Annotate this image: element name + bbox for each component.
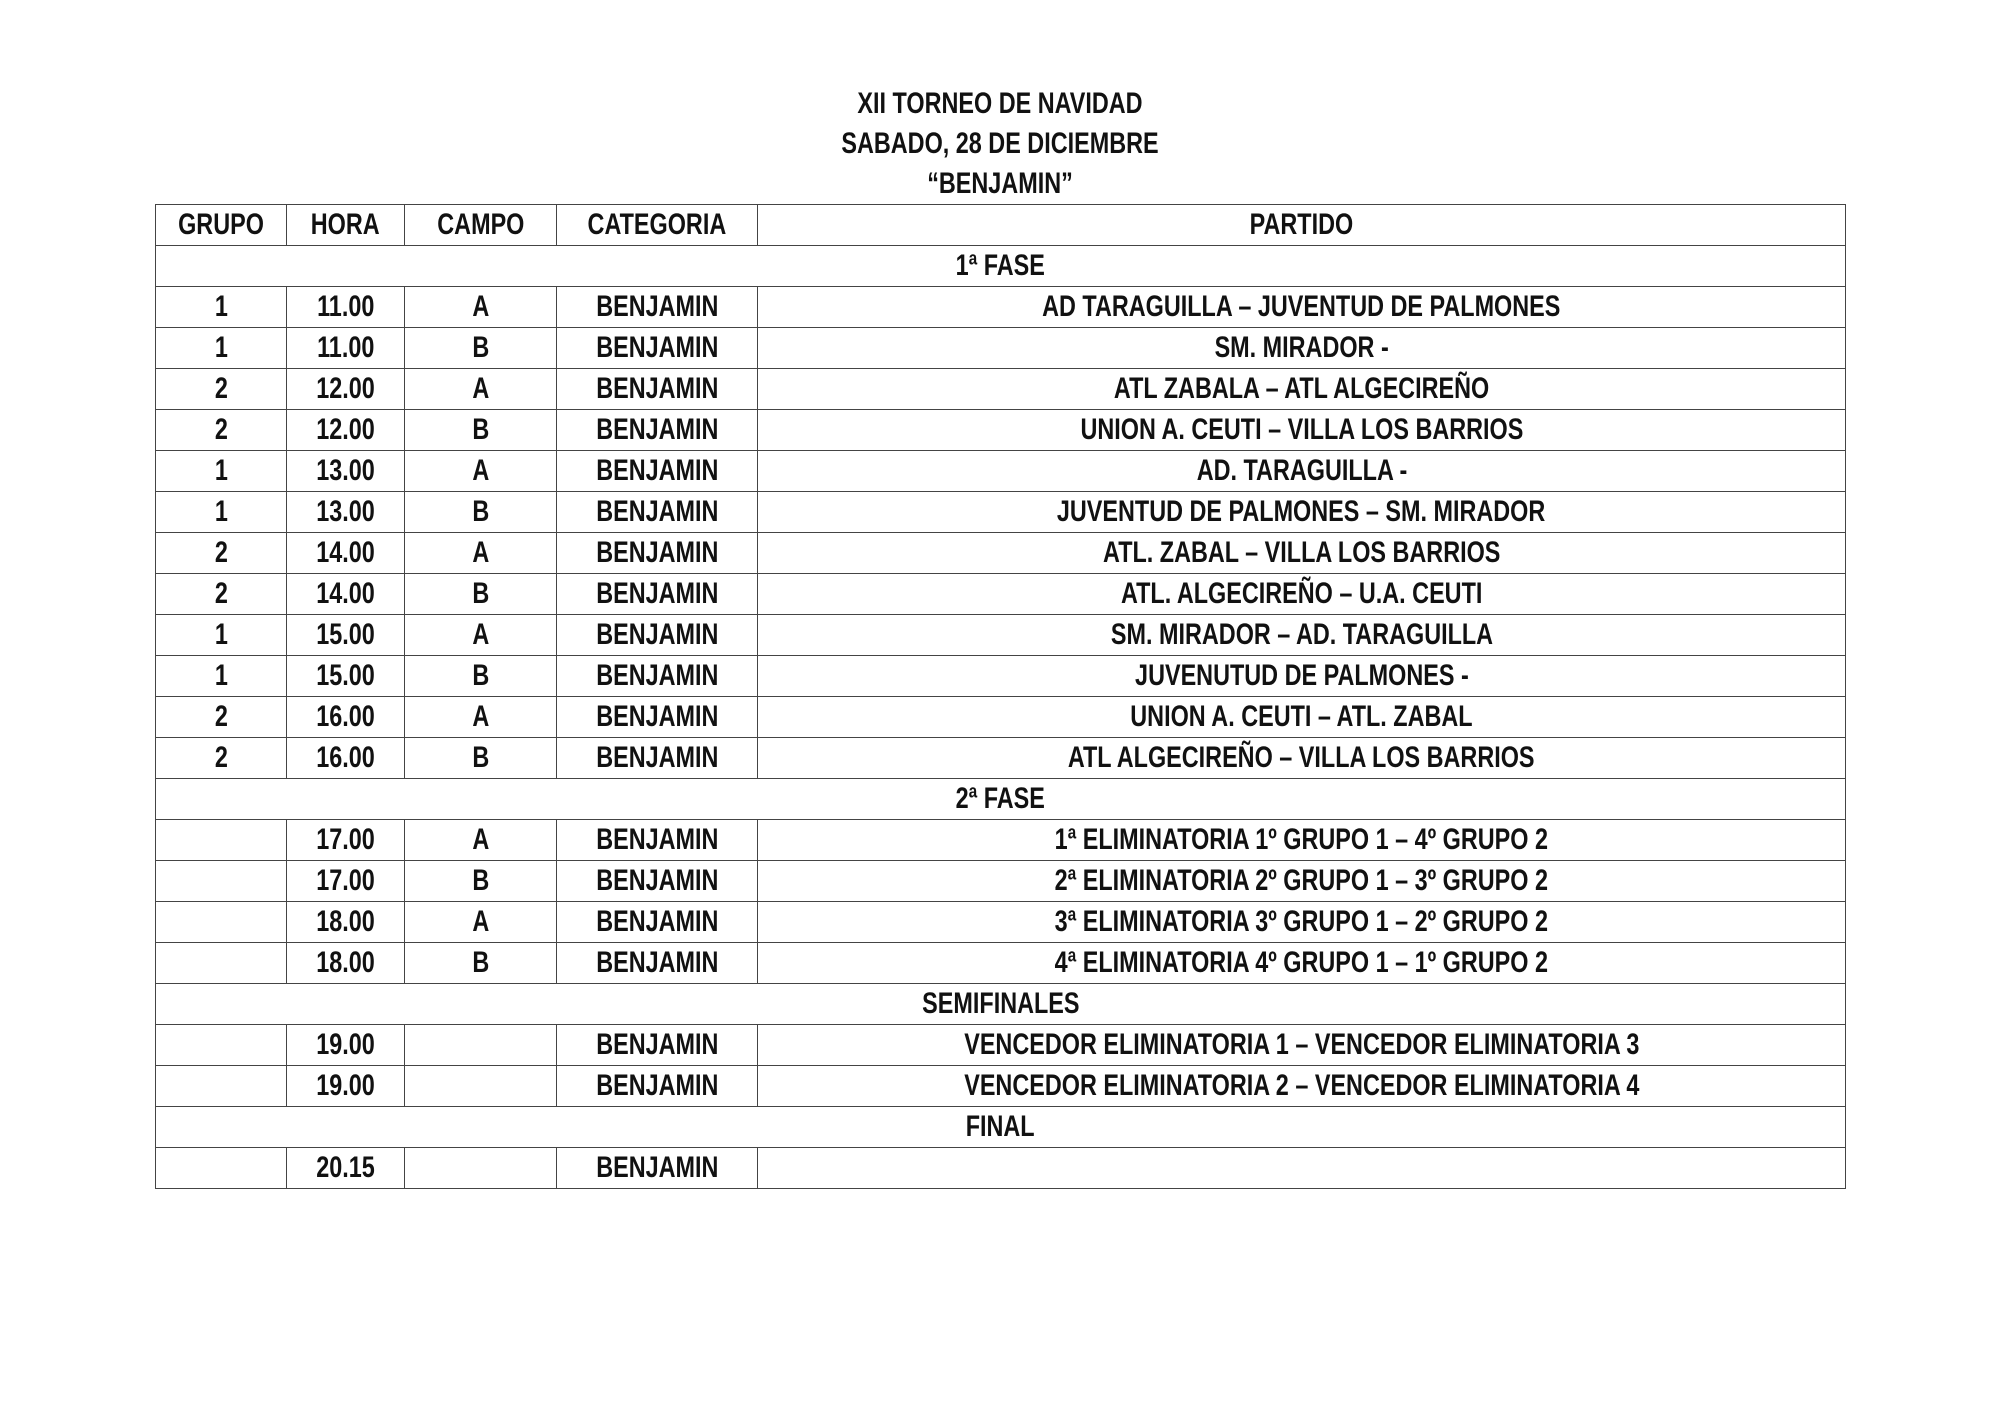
partido-value: UNION A. CEUTI – ATL. ZABAL bbox=[1130, 700, 1473, 733]
partido-value: 1ª ELIMINATORIA 1º GRUPO 1 – 4º GRUPO 2 bbox=[1054, 823, 1549, 856]
campo-value: B bbox=[472, 659, 489, 692]
table-row bbox=[156, 656, 1846, 697]
campo-value: B bbox=[472, 577, 489, 610]
section-header-row bbox=[156, 246, 1846, 287]
categoria-value: BENJAMIN bbox=[595, 741, 719, 774]
cell-partido bbox=[758, 1148, 1846, 1189]
hora-value: 15.00 bbox=[316, 659, 375, 692]
cell-grupo bbox=[156, 369, 287, 410]
hora-value: 17.00 bbox=[316, 864, 375, 897]
table-row bbox=[156, 410, 1846, 451]
cell-partido bbox=[758, 492, 1846, 533]
cell-hora bbox=[287, 615, 405, 656]
table-row bbox=[156, 287, 1846, 328]
cell-categoria bbox=[557, 328, 758, 369]
table-row bbox=[156, 1148, 1846, 1189]
partido-value: JUVENUTUD DE PALMONES - bbox=[1134, 659, 1469, 692]
partido-value: AD. TARAGUILLA - bbox=[1196, 454, 1407, 487]
hora-value: 16.00 bbox=[316, 741, 375, 774]
categoria-value: BENJAMIN bbox=[595, 618, 719, 651]
cell-hora bbox=[287, 533, 405, 574]
cell-hora bbox=[287, 697, 405, 738]
grupo-value: 1 bbox=[214, 454, 228, 487]
hora-value: 15.00 bbox=[316, 618, 375, 651]
cell-categoria bbox=[557, 902, 758, 943]
categoria-value: BENJAMIN bbox=[595, 577, 719, 610]
grupo-value: 2 bbox=[214, 741, 228, 774]
cell-categoria bbox=[557, 943, 758, 984]
column-header-hora: HORA bbox=[287, 205, 405, 246]
cell-partido bbox=[758, 574, 1846, 615]
tournament-title: XII TORNEO DE NAVIDAD bbox=[857, 87, 1143, 120]
campo-value: A bbox=[472, 823, 489, 856]
partido-value: ATL ZABALA – ATL ALGECIREÑO bbox=[1113, 372, 1490, 405]
hora-value: 14.00 bbox=[316, 536, 375, 569]
cell-categoria bbox=[557, 697, 758, 738]
cell-grupo bbox=[156, 1025, 287, 1066]
grupo-value: 1 bbox=[214, 290, 228, 323]
categoria-value: BENJAMIN bbox=[595, 659, 719, 692]
cell-grupo bbox=[156, 861, 287, 902]
cell-categoria bbox=[557, 820, 758, 861]
cell-campo bbox=[405, 902, 557, 943]
grupo-value: 2 bbox=[214, 700, 228, 733]
categoria-value: BENJAMIN bbox=[595, 536, 719, 569]
cell-campo bbox=[405, 697, 557, 738]
hora-value: 11.00 bbox=[316, 331, 375, 364]
cell-campo bbox=[405, 492, 557, 533]
hora-value: 20.15 bbox=[316, 1151, 375, 1184]
cell-hora bbox=[287, 656, 405, 697]
cell-categoria bbox=[557, 615, 758, 656]
campo-value: B bbox=[472, 864, 489, 897]
categoria-value: BENJAMIN bbox=[595, 454, 719, 487]
categoria-value: BENJAMIN bbox=[595, 946, 719, 979]
categoria-value: BENJAMIN bbox=[595, 700, 719, 733]
cell-grupo bbox=[156, 656, 287, 697]
cell-hora bbox=[287, 1148, 405, 1189]
cell-hora bbox=[287, 1066, 405, 1107]
table-row bbox=[156, 533, 1846, 574]
cell-partido bbox=[758, 451, 1846, 492]
cell-grupo bbox=[156, 820, 287, 861]
cell-grupo bbox=[156, 902, 287, 943]
section-label-cell bbox=[156, 246, 1846, 287]
cell-campo bbox=[405, 943, 557, 984]
cell-hora bbox=[287, 902, 405, 943]
cell-hora bbox=[287, 738, 405, 779]
cell-grupo bbox=[156, 738, 287, 779]
grupo-value: 1 bbox=[214, 495, 228, 528]
cell-categoria bbox=[557, 410, 758, 451]
cell-partido bbox=[758, 328, 1846, 369]
hora-value: 14.00 bbox=[316, 577, 375, 610]
section-label: 1ª FASE bbox=[955, 249, 1046, 282]
cell-grupo bbox=[156, 574, 287, 615]
cell-hora bbox=[287, 943, 405, 984]
cell-partido bbox=[758, 656, 1846, 697]
table-row bbox=[156, 820, 1846, 861]
schedule-table bbox=[155, 204, 1846, 1189]
cell-categoria bbox=[557, 1025, 758, 1066]
cell-categoria bbox=[557, 656, 758, 697]
section-label-cell bbox=[156, 1107, 1846, 1148]
categoria-value: BENJAMIN bbox=[595, 495, 719, 528]
cell-categoria bbox=[557, 1148, 758, 1189]
section-label: FINAL bbox=[966, 1110, 1035, 1143]
cell-campo bbox=[405, 574, 557, 615]
grupo-value: 2 bbox=[214, 372, 228, 405]
table-row bbox=[156, 902, 1846, 943]
campo-value: B bbox=[472, 495, 489, 528]
grupo-value: 2 bbox=[214, 536, 228, 569]
cell-campo bbox=[405, 287, 557, 328]
cell-partido bbox=[758, 287, 1846, 328]
column-header-grupo: GRUPO bbox=[156, 205, 287, 246]
section-header-row bbox=[156, 779, 1846, 820]
grupo-value: 1 bbox=[214, 659, 228, 692]
column-header-campo: CAMPO bbox=[405, 205, 557, 246]
cell-grupo bbox=[156, 943, 287, 984]
cell-grupo bbox=[156, 1066, 287, 1107]
grupo-value: 2 bbox=[214, 577, 228, 610]
cell-categoria bbox=[557, 861, 758, 902]
categoria-value: BENJAMIN bbox=[595, 331, 719, 364]
cell-categoria bbox=[557, 287, 758, 328]
grupo-value: 1 bbox=[214, 618, 228, 651]
cell-campo bbox=[405, 451, 557, 492]
cell-campo bbox=[405, 1148, 557, 1189]
tournament-date: SABADO, 28 DE DICIEMBRE bbox=[841, 127, 1159, 160]
column-header-categoria: CATEGORIA bbox=[557, 205, 758, 246]
campo-value: A bbox=[472, 372, 489, 405]
document-header bbox=[0, 84, 2000, 204]
cell-partido bbox=[758, 1066, 1846, 1107]
hora-value: 19.00 bbox=[316, 1028, 375, 1061]
cell-campo bbox=[405, 1066, 557, 1107]
categoria-value: BENJAMIN bbox=[595, 823, 719, 856]
partido-value: 3ª ELIMINATORIA 3º GRUPO 1 – 2º GRUPO 2 bbox=[1054, 905, 1549, 938]
partido-value: SM. MIRADOR - bbox=[1214, 331, 1389, 364]
schedule-body bbox=[156, 246, 1846, 1189]
hora-value: 17.00 bbox=[316, 823, 375, 856]
cell-hora bbox=[287, 1025, 405, 1066]
cell-hora bbox=[287, 369, 405, 410]
cell-campo bbox=[405, 369, 557, 410]
categoria-value: BENJAMIN bbox=[595, 372, 719, 405]
cell-partido bbox=[758, 533, 1846, 574]
campo-value: A bbox=[472, 905, 489, 938]
campo-value: A bbox=[472, 454, 489, 487]
grupo-value: 2 bbox=[214, 413, 228, 446]
cell-hora bbox=[287, 820, 405, 861]
cell-campo bbox=[405, 861, 557, 902]
categoria-value: BENJAMIN bbox=[595, 1028, 719, 1061]
cell-grupo bbox=[156, 533, 287, 574]
campo-value: B bbox=[472, 946, 489, 979]
cell-hora bbox=[287, 574, 405, 615]
cell-partido bbox=[758, 410, 1846, 451]
cell-categoria bbox=[557, 451, 758, 492]
partido-value: 4ª ELIMINATORIA 4º GRUPO 1 – 1º GRUPO 2 bbox=[1054, 946, 1549, 979]
section-label-cell bbox=[156, 779, 1846, 820]
cell-partido bbox=[758, 697, 1846, 738]
cell-campo bbox=[405, 820, 557, 861]
cell-campo bbox=[405, 410, 557, 451]
section-label: 2ª FASE bbox=[955, 782, 1046, 815]
table-row bbox=[156, 615, 1846, 656]
hora-value: 16.00 bbox=[316, 700, 375, 733]
cell-campo bbox=[405, 533, 557, 574]
hora-value: 18.00 bbox=[316, 946, 375, 979]
grupo-value: 1 bbox=[214, 331, 228, 364]
section-label-cell bbox=[156, 984, 1846, 1025]
campo-value: B bbox=[472, 741, 489, 774]
hora-value: 19.00 bbox=[316, 1069, 375, 1102]
categoria-value: BENJAMIN bbox=[595, 905, 719, 938]
table-row bbox=[156, 369, 1846, 410]
hora-value: 11.00 bbox=[316, 290, 375, 323]
cell-campo bbox=[405, 615, 557, 656]
column-header-partido: PARTIDO bbox=[758, 205, 1846, 246]
cell-partido bbox=[758, 369, 1846, 410]
cell-hora bbox=[287, 328, 405, 369]
categoria-value: BENJAMIN bbox=[595, 413, 719, 446]
partido-value: AD TARAGUILLA – JUVENTUD DE PALMONES bbox=[1042, 290, 1561, 323]
categoria-value: BENJAMIN bbox=[595, 290, 719, 323]
table-row bbox=[156, 738, 1846, 779]
cell-partido bbox=[758, 861, 1846, 902]
cell-categoria bbox=[557, 369, 758, 410]
campo-value: A bbox=[472, 290, 489, 323]
section-header-row bbox=[156, 984, 1846, 1025]
cell-hora bbox=[287, 410, 405, 451]
cell-categoria bbox=[557, 574, 758, 615]
cell-grupo bbox=[156, 287, 287, 328]
partido-value: ATL. ALGECIREÑO – U.A. CEUTI bbox=[1120, 577, 1483, 610]
table-row bbox=[156, 492, 1846, 533]
cell-categoria bbox=[557, 492, 758, 533]
cell-campo bbox=[405, 1025, 557, 1066]
table-row bbox=[156, 697, 1846, 738]
categoria-value: BENJAMIN bbox=[595, 1069, 719, 1102]
partido-value: JUVENTUD DE PALMONES – SM. MIRADOR bbox=[1057, 495, 1546, 528]
table-row bbox=[156, 943, 1846, 984]
cell-grupo bbox=[156, 615, 287, 656]
table-row bbox=[156, 1066, 1846, 1107]
categoria-value: BENJAMIN bbox=[595, 864, 719, 897]
cell-hora bbox=[287, 287, 405, 328]
cell-partido bbox=[758, 902, 1846, 943]
section-label: SEMIFINALES bbox=[921, 987, 1080, 1020]
partido-value: 2ª ELIMINATORIA 2º GRUPO 1 – 3º GRUPO 2 bbox=[1054, 864, 1549, 897]
cell-grupo bbox=[156, 492, 287, 533]
table-row bbox=[156, 451, 1846, 492]
cell-partido bbox=[758, 943, 1846, 984]
cell-grupo bbox=[156, 328, 287, 369]
cell-campo bbox=[405, 328, 557, 369]
cell-categoria bbox=[557, 738, 758, 779]
cell-hora bbox=[287, 861, 405, 902]
table-row bbox=[156, 574, 1846, 615]
categoria-value: BENJAMIN bbox=[595, 1151, 719, 1184]
partido-value: ATL. ZABAL – VILLA LOS BARRIOS bbox=[1102, 536, 1501, 569]
cell-campo bbox=[405, 738, 557, 779]
campo-value: B bbox=[472, 413, 489, 446]
cell-hora bbox=[287, 451, 405, 492]
hora-value: 18.00 bbox=[316, 905, 375, 938]
cell-grupo bbox=[156, 697, 287, 738]
cell-campo bbox=[405, 656, 557, 697]
partido-value: VENCEDOR ELIMINATORIA 2 – VENCEDOR ELIMINATORIA 4 bbox=[963, 1069, 1640, 1102]
campo-value: A bbox=[472, 536, 489, 569]
table-row bbox=[156, 328, 1846, 369]
cell-hora bbox=[287, 492, 405, 533]
partido-value: VENCEDOR ELIMINATORIA 1 – VENCEDOR ELIMINATORIA 3 bbox=[963, 1028, 1640, 1061]
table-header-row bbox=[156, 205, 1846, 246]
hora-value: 12.00 bbox=[316, 372, 375, 405]
cell-partido bbox=[758, 1025, 1846, 1066]
campo-value: A bbox=[472, 618, 489, 651]
hora-value: 13.00 bbox=[316, 495, 375, 528]
partido-value: SM. MIRADOR – AD. TARAGUILLA bbox=[1110, 618, 1493, 651]
hora-value: 13.00 bbox=[316, 454, 375, 487]
cell-partido bbox=[758, 615, 1846, 656]
table-row bbox=[156, 861, 1846, 902]
hora-value: 12.00 bbox=[316, 413, 375, 446]
table-row bbox=[156, 1025, 1846, 1066]
partido-value: UNION A. CEUTI – VILLA LOS BARRIOS bbox=[1080, 413, 1523, 446]
cell-grupo bbox=[156, 410, 287, 451]
campo-value: A bbox=[472, 700, 489, 733]
cell-grupo bbox=[156, 1148, 287, 1189]
cell-partido bbox=[758, 738, 1846, 779]
cell-categoria bbox=[557, 533, 758, 574]
tournament-category: “BENJAMIN” bbox=[927, 167, 1073, 200]
section-header-row bbox=[156, 1107, 1846, 1148]
cell-partido bbox=[758, 820, 1846, 861]
partido-value: ATL ALGECIREÑO – VILLA LOS BARRIOS bbox=[1068, 741, 1535, 774]
campo-value: B bbox=[472, 331, 489, 364]
cell-categoria bbox=[557, 1066, 758, 1107]
cell-grupo bbox=[156, 451, 287, 492]
